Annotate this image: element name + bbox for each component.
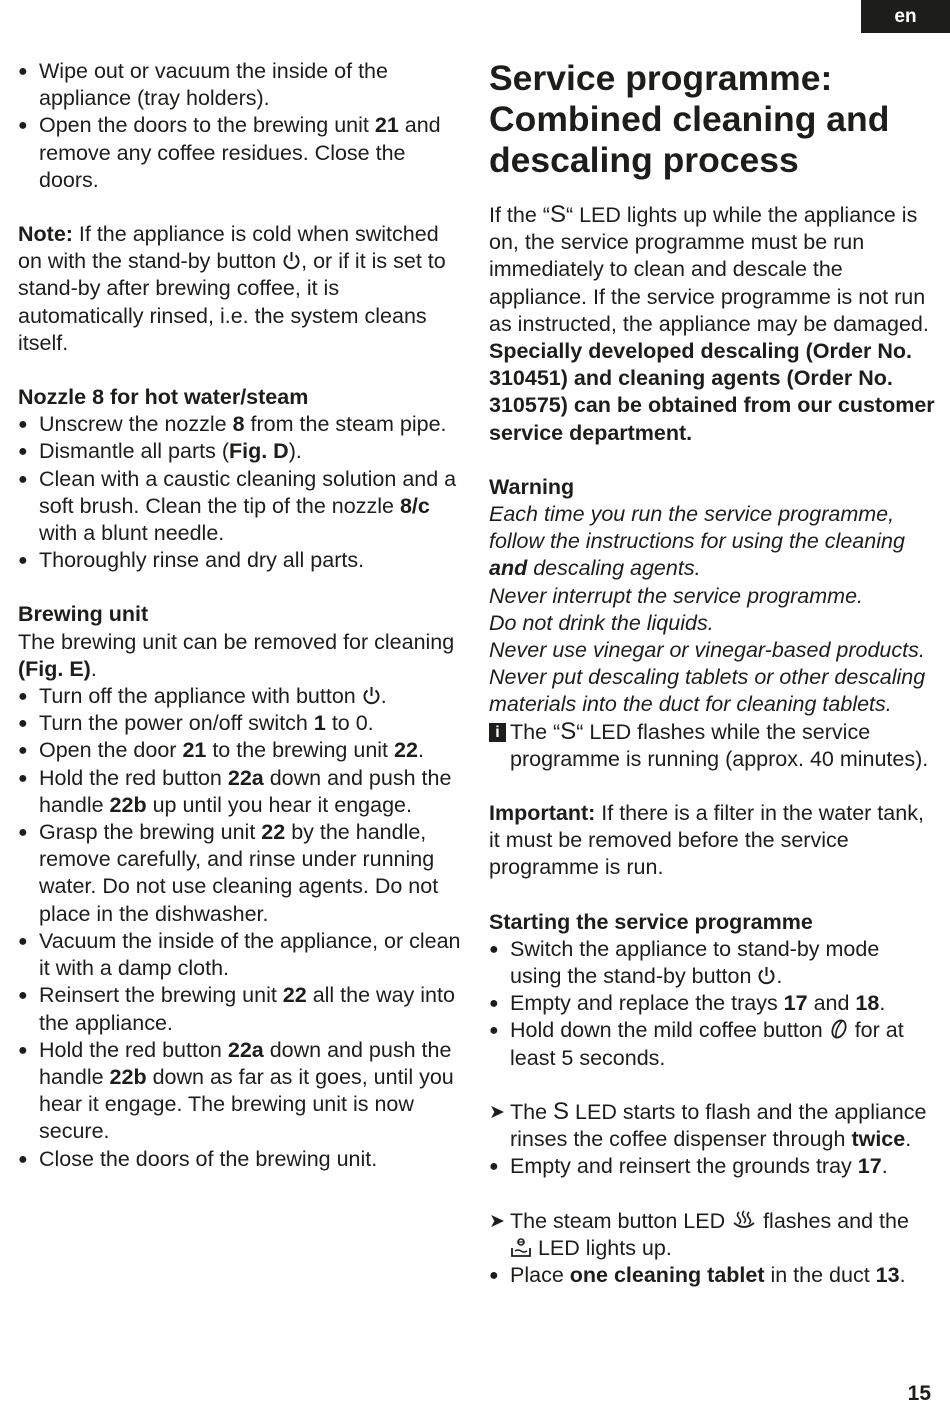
warning-text: Do not drink the liquids. (489, 610, 714, 635)
list-item: ● Close the doors of the brewing unit. (18, 1146, 378, 1171)
result-item: ➤ The S LED starts to flash and the appliance rinses the coffee dispenser through twice. (489, 1097, 927, 1152)
warning-text: Never put descaling tablets or other descaling materials into the duct for cleaning tablets. (489, 665, 926, 717)
power-standby-icon (757, 965, 776, 986)
list-item: ● Dismantle all parts (Fig. D). (18, 439, 302, 464)
list-item: ● Reinsert the brewing unit 22 all the way into the appliance. (18, 983, 455, 1035)
info-note: i The “S“ LED flashes while the service programme is running (approx. 40 minutes). (489, 719, 936, 773)
list-item: ● Turn off the appliance with button . (18, 684, 387, 709)
warning-heading: Warning (489, 474, 575, 499)
note-paragraph: Note: If the appliance is cold when switched on with the stand-by button , or if it is set to stand-by after brewing coffee, it is automatically rinsed, i.e. the system cleans itself. (18, 222, 446, 355)
left-column (18, 58, 464, 1173)
list-item: ● Wipe out or vacuum the inside of the appliance (tray holders). (18, 59, 388, 111)
warning-text: Never interrupt the service programme. (489, 583, 864, 608)
list-item: ● Clean with a caustic cleaning solution and a soft brush. Clean the tip of the nozzle 8/c with a blunt needle. (18, 466, 457, 546)
list-item: ● Grasp the brewing unit 22 by the handle, remove carefully, and rinse under running water. Do not use cleaning agents. Do not place in the dishwasher. (18, 820, 439, 926)
list-item: ● Open the door 21 to the brewing unit 22. (18, 738, 424, 763)
starting-heading: Starting the service programme (489, 909, 813, 934)
right-column (489, 58, 936, 1289)
list-item: ● Turn the power on/off switch 1 to 0. (18, 711, 374, 736)
language-tab: en (861, 0, 950, 33)
result-item: ➤ The steam button LED flashes and the LED lights up. (489, 1208, 909, 1260)
warning-text: Each time you run the service programme, follow the instructions for using the cleaning and descaling agents. (489, 502, 905, 581)
power-standby-icon (362, 685, 381, 706)
info-icon: i (489, 723, 506, 742)
list-item: ● Open the doors to the brewing unit 21 and remove any coffee residues. Close the doors. (18, 113, 441, 192)
cleaning-tablet-icon (510, 1236, 532, 1258)
list-item: ● Empty and replace the trays 17 and 18. (489, 991, 886, 1016)
mild-coffee-icon (829, 1018, 849, 1040)
list-item: ● Vacuum the inside of the appliance, or clean it with a damp cloth. (18, 928, 461, 981)
warning-text: Never use vinegar or vinegar-based products. (489, 638, 925, 663)
power-standby-icon (282, 250, 301, 271)
list-item: ● Hold down the mild coffee button for at least 5 seconds. (489, 1018, 904, 1070)
list-item: ● Place one cleaning tablet in the duct 13. (489, 1262, 906, 1287)
nozzle-heading: Nozzle 8 for hot water/steam (18, 385, 309, 410)
list-item: ● Unscrew the nozzle 8 from the steam pipe. (18, 412, 447, 437)
page-title: Service programme: Combined cleaning and descaling process (489, 58, 890, 180)
list-item: ● Empty and reinsert the grounds tray 17. (489, 1154, 888, 1179)
brewing-unit-heading: Brewing unit (18, 602, 149, 627)
list-item: ● Hold the red button 22a down and push the handle 22b down as far as it goes, until you hear it engage. The brewing unit is now secure. (18, 1037, 454, 1144)
intro-paragraph: If the “S“ LED lights up while the appliance is on, the service programme must be run immediately to clean and descale the appliance. If the service programme is not run as instructed, the appliance may be damaged. Specially developed descaling (Order No. 310451) and cleaning agents (Order No. 310575) can be obtained from our customer service department. (489, 201, 935, 445)
page-number: 15 (907, 1382, 931, 1405)
important-paragraph: Important: If there is a filter in the water tank, it must be removed before the service programme is run. (489, 801, 924, 880)
list-item: ● Hold the red button 22a down and push the handle 22b up until you hear it engage. (18, 765, 452, 817)
steam-icon (731, 1209, 757, 1231)
brewing-intro: The brewing unit can be removed for cleaning (Fig. E). (18, 629, 455, 681)
list-item: ● Thoroughly rinse and dry all parts. (18, 548, 365, 573)
list-item: ● Switch the appliance to stand-by mode using the stand-by button . (489, 936, 880, 989)
